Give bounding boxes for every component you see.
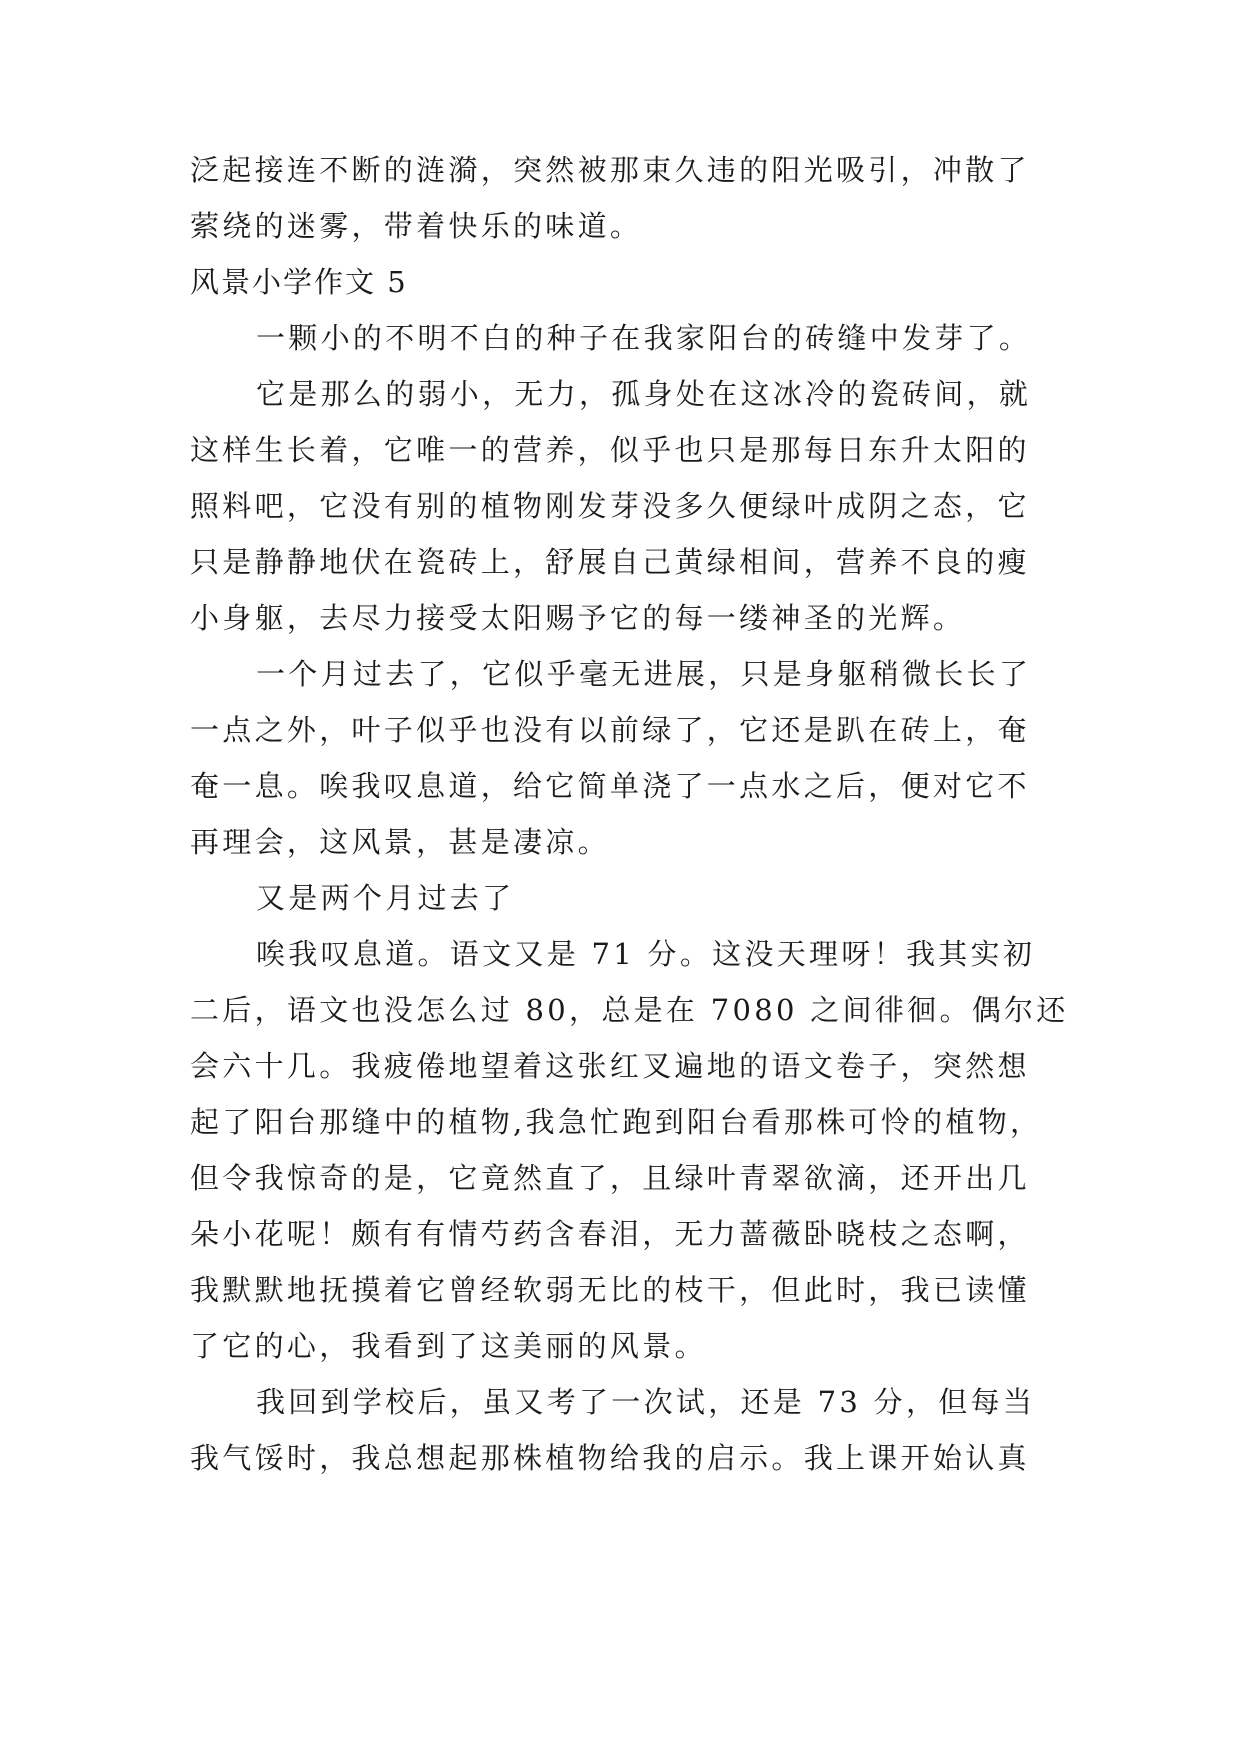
text-line: 起了阳台那缝中的植物,我急忙跑到阳台看那株可怜的植物， [190, 1105, 1043, 1139]
text-line: 只是静静地伏在瓷砖上，舒展自己黄绿相间，营养不良的瘦 [190, 545, 1030, 579]
text-line: 再理会，这风景，甚是凄凉。 [190, 825, 610, 859]
text-line: 又是两个月过去了 [256, 881, 515, 915]
text-line: 萦绕的迷雾，带着快乐的味道。 [190, 209, 643, 243]
text-line: 小身躯，去尽力接受太阳赐予它的每一缕神圣的光辉。 [190, 601, 966, 635]
text-line: 会六十几。我疲倦地望着这张红叉遍地的语文卷子，突然想 [190, 1049, 1030, 1083]
text-line: 朵小花呢！颇有有情芍药含春泪，无力蔷薇卧晓枝之态啊， [190, 1217, 1030, 1251]
text-line: 二后，语文也没怎么过 80，总是在 7080 之间徘徊。偶尔还 [190, 993, 1069, 1027]
section-heading: 风景小学作文 5 [190, 265, 408, 299]
text-line: 它是那么的弱小，无力，孤身处在这冰冷的瓷砖间，就 [256, 377, 1032, 411]
text-line: 我气馁时，我总想起那株植物给我的启示。我上课开始认真 [190, 1441, 1030, 1475]
text-line: 唉我叹息道。语文又是 71 分。这没天理呀！我其实初 [256, 937, 1036, 971]
text-line: 但令我惊奇的是，它竟然直了，且绿叶青翠欲滴，还开出几 [190, 1161, 1030, 1195]
text-line: 一颗小的不明不白的种子在我家阳台的砖缝中发芽了。 [256, 321, 1032, 355]
text-line: 照料吧，它没有别的植物刚发芽没多久便绿叶成阴之态，它 [190, 489, 1030, 523]
text-line: 奄一息。唉我叹息道，给它简单浇了一点水之后，便对它不 [190, 769, 1030, 803]
text-line: 我回到学校后，虽又考了一次试，还是 73 分，但每当 [256, 1385, 1036, 1419]
text-line: 这样生长着，它唯一的营养，似乎也只是那每日东升太阳的 [190, 433, 1030, 467]
text-line: 了它的心，我看到了这美丽的风景。 [190, 1329, 707, 1363]
text-line: 泛起接连不断的涟漪，突然被那束久违的阳光吸引，冲散了 [190, 153, 1030, 187]
text-line: 一个月过去了，它似乎毫无进展，只是身躯稍微长长了 [256, 657, 1032, 691]
text-line: 一点之外，叶子似乎也没有以前绿了，它还是趴在砖上，奄 [190, 713, 1030, 747]
text-line: 我默默地抚摸着它曾经软弱无比的枝干，但此时，我已读懂 [190, 1273, 1030, 1307]
